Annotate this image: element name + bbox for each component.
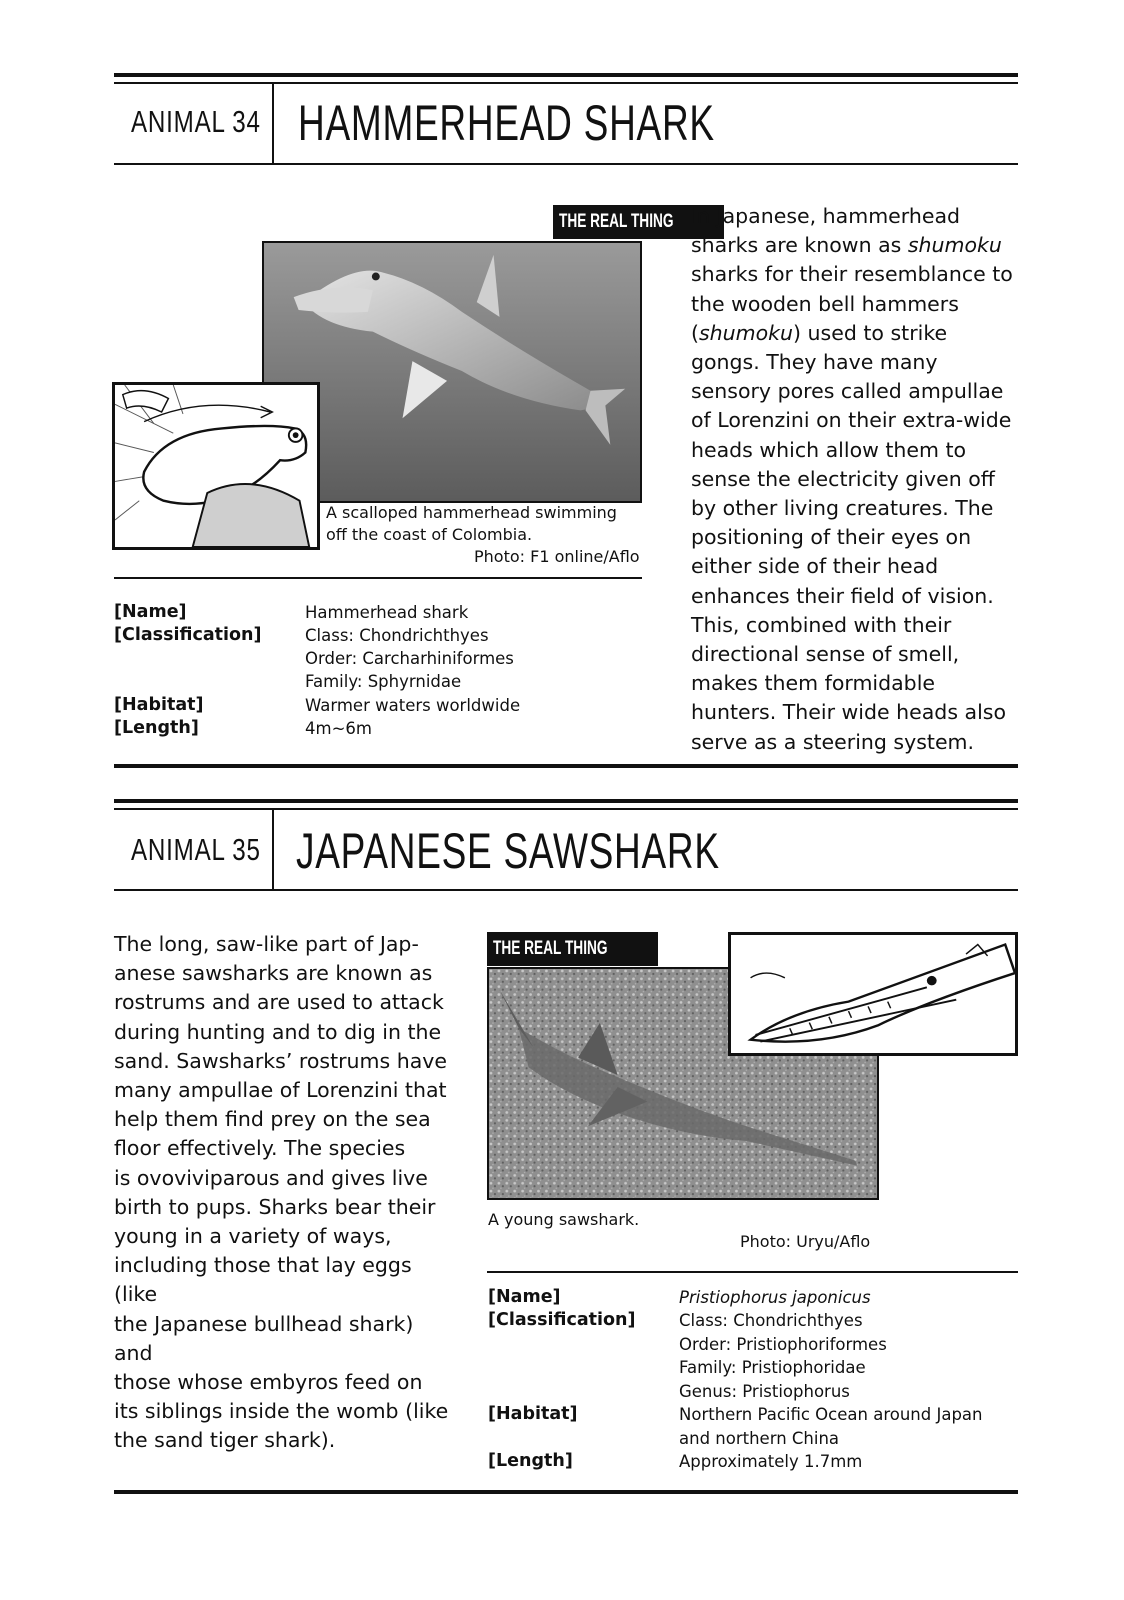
header-rule-top <box>114 799 1018 810</box>
specs-rule <box>487 1271 1018 1273</box>
photo-caption: A scalloped hammerhead swimming off the coast of Colombia. <box>326 503 617 544</box>
header-rule-bottom <box>114 163 1018 165</box>
spec-name-label: [Name] <box>488 1287 561 1307</box>
animal-number: ANIMAL 35 <box>131 832 261 867</box>
spec-class-value: Class: Chondrichthyes <box>679 1311 863 1330</box>
animal-number: ANIMAL 34 <box>131 104 261 139</box>
spec-family-value: Family: Sphyrnidae <box>305 672 462 691</box>
spec-length-label: [Length] <box>114 718 199 738</box>
spec-genus-value: Genus: Pristiophorus <box>679 1382 850 1401</box>
photo-credit: Photo: Uryu/Aflo <box>740 1232 871 1251</box>
spec-length-value: Approximately 1.7mm <box>679 1452 863 1471</box>
spec-habitat-value: Northern Pacific Ocean around Japan <box>679 1405 983 1424</box>
spec-classification-label: [Classification] <box>114 625 262 645</box>
specs-rule <box>114 577 642 579</box>
header-rule-top <box>114 73 1018 84</box>
spec-name-label: [Name] <box>114 602 187 622</box>
spec-class-value: Class: Chondrichthyes <box>305 626 489 645</box>
section-divider <box>114 764 1018 768</box>
real-thing-badge: THE REAL THING <box>487 932 658 966</box>
manga-panel <box>112 382 320 550</box>
header-rule-bottom <box>114 889 1018 891</box>
spec-order-value: Order: Pristiophoriformes <box>679 1335 887 1354</box>
header-divider <box>272 810 274 890</box>
spec-family-value: Family: Pristiophoridae <box>679 1358 866 1377</box>
animal-title: JAPANESE SAWSHARK <box>296 823 720 879</box>
spec-length-label: [Length] <box>488 1451 573 1471</box>
real-thing-badge: THE REAL THING <box>553 205 724 239</box>
spec-order-value: Order: Carcharhiniformes <box>305 649 514 668</box>
header-divider <box>272 84 274 164</box>
spec-habitat-label: [Habitat] <box>114 695 204 715</box>
spec-name-value: Hammerhead shark <box>305 603 469 622</box>
page-bottom-rule <box>114 1490 1018 1494</box>
spec-habitat-label: [Habitat] <box>488 1404 578 1424</box>
animal35-description: The long, saw-like part of Jap- anese sawsharks are known as rostrums and are used to attack during hunting and to dig in the sand. Sawsharks’ rostrums have many ampullae of Lorenzini that help them find prey on the sea floor effectively. The species is ovoviviparous and gives live birth to pups. Sharks bear their young in a variety of ways, including those that lay eggs (like the Japanese bullhead shark) and those whose embyros feed on its siblings inside the womb (like the sand tiger shark). <box>114 932 449 1453</box>
spec-classification-label: [Classification] <box>488 1310 636 1330</box>
spec-length-value: 4m~6m <box>305 719 372 738</box>
animal-title: HAMMERHEAD SHARK <box>298 95 715 151</box>
animal34-description: In Japanese, hammerhead sharks are known as shumoku sharks for their resemblance to the wooden bell hammers (shumoku) used to strike gongs. They have many sensory pores called ampullae of Lorenzini on their extra-wide heads which allow them to sense the electricity given off by other living creatures. The positioning of their eyes on either side of their head enhances their field of vision. This, combined with their directional sense of smell, makes them formidable hunters. Their wide heads also serve as a steering system. <box>691 204 1013 754</box>
spec-name-value: Pristiophorus japonicus <box>679 1288 871 1307</box>
photo-caption: A young sawshark. <box>488 1210 640 1229</box>
spec-habitat-value: Warmer waters worldwide <box>305 696 521 715</box>
spec-habitat-value-2: and northern China <box>679 1429 840 1448</box>
photo-credit: Photo: F1 online/Aflo <box>474 547 640 566</box>
manga-panel <box>728 932 1018 1056</box>
